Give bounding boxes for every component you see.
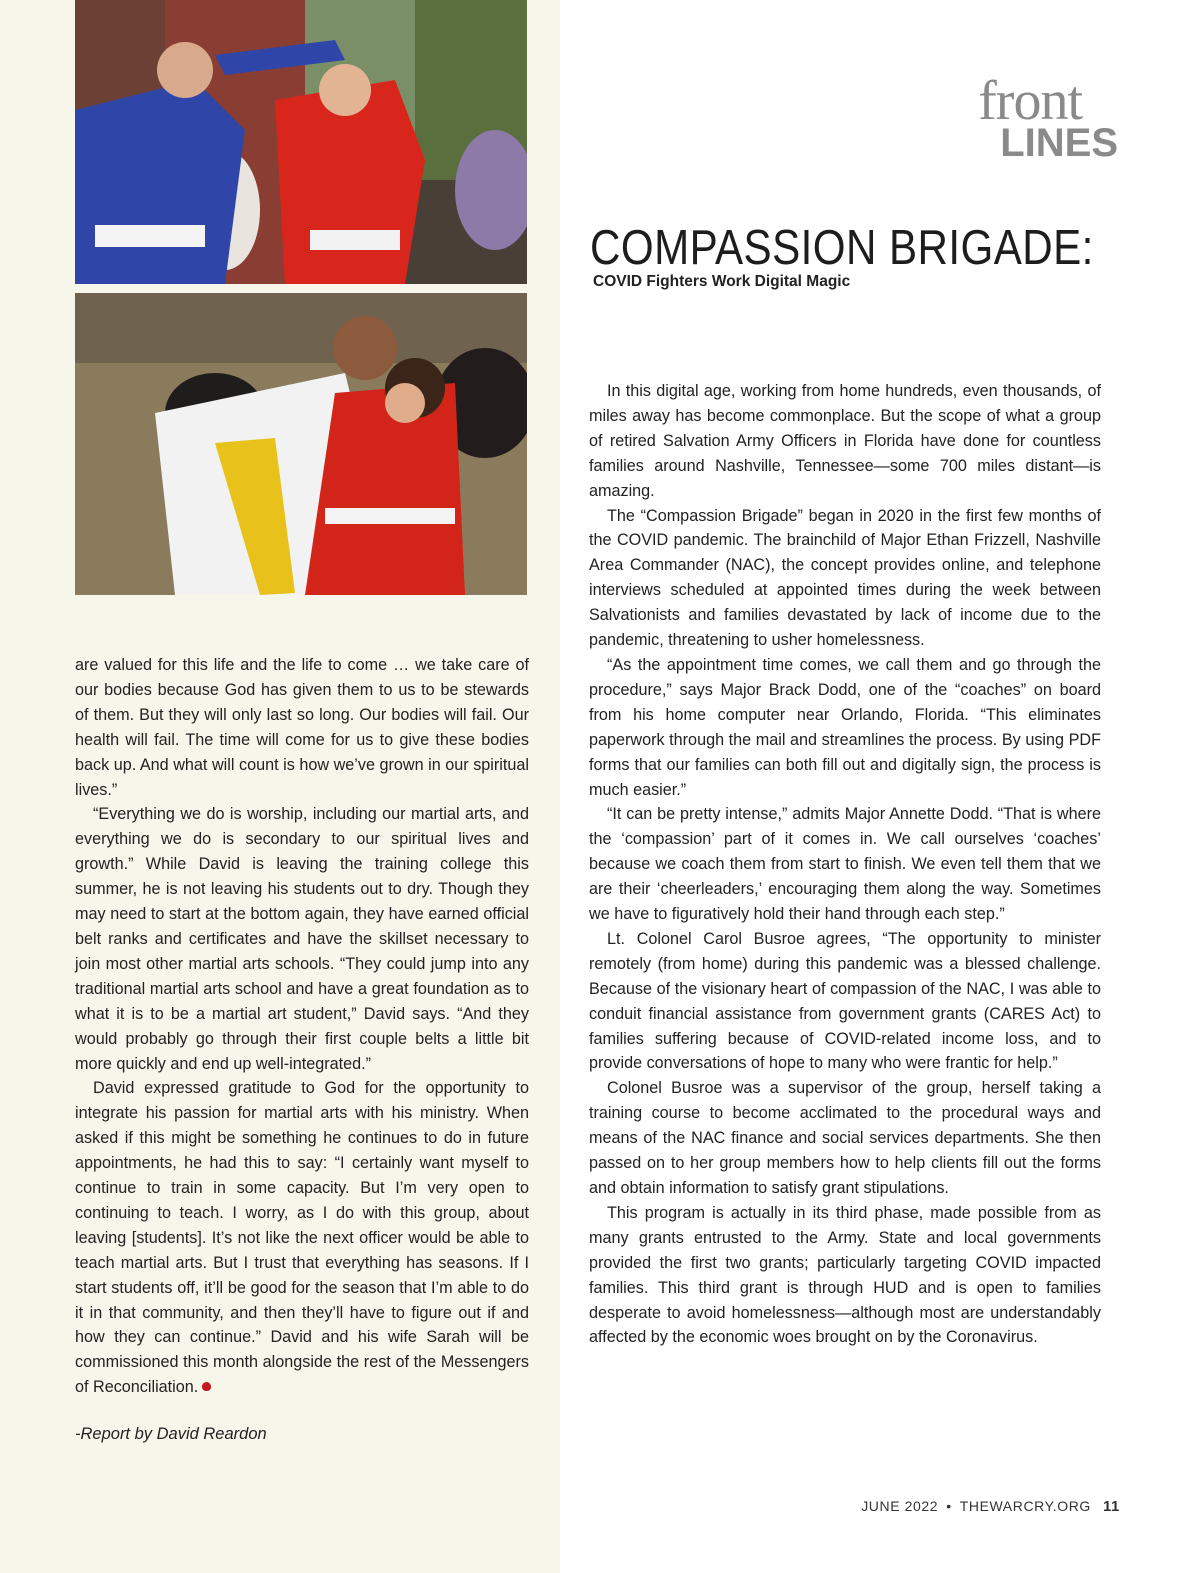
paragraph: Colonel Busroe was a supervisor of the group, herself taking a training course to become acclimated to the procedural ways and means of the NAC finance and social services departments. She then passed on to her group members how to help clients fill out the forms and obtain information to satisfy grant stipulations. — [589, 1079, 1101, 1197]
issue-date: JUNE 2022 — [861, 1498, 939, 1514]
byline: -Report by David Reardon — [75, 1425, 267, 1443]
paragraph: In this digital age, working from home hundreds, even thousands, of miles away has become commonplace. But the scope of what a group of retired Salvation Army Officers in Florida have done for countless families around Nashville, Tennessee—some 700 miles distant—is amazing. — [589, 382, 1101, 500]
paragraph: The “Compassion Brigade” began in 2020 in the first few months of the COVID pandemic. The brainchild of Major Ethan Frizzell, Nashville Area Commander (NAC), the concept provides online, and telephone interviews scheduled at appointed times during the week between Salvationists and families devastated by lack of income due to the pandemic, threatening to usher homelessness. — [589, 506, 1101, 650]
brand-front-text: front — [978, 70, 1082, 132]
paragraph: “Everything we do is worship, including our martial arts, and everything we do is secondary to our spiritual lives and growth.” While David is leaving the training college this summer, he is not leaving his students out to dry. Though they may need to start at the bottom again, they have earned official belt ranks and certificates and have the skillset necessary to join most other martial arts schools. “They could jump into any traditional martial arts school and have a great foundation as to what it is to be a martial art student,” David says. “And they would probably go through their first couple belts a little bit more quickly and end up well-integrated.” — [75, 805, 529, 1073]
shield-end-mark-icon — [202, 1382, 211, 1391]
page-number: 11 — [1102, 1498, 1120, 1515]
website-link[interactable]: THEWARCRY.ORG — [959, 1498, 1091, 1514]
paragraph — [75, 1076, 529, 1400]
paragraph: “It can be pretty intense,” admits Major Annette Dodd. “That is where the ‘compassion’ part of it comes in. We call ourselves ‘coaches’ because we coach them from start to finish. We even tell them that we are their ‘cheerleaders,’ encouraging them along the way. Sometimes we have to figuratively hold their hand through each step.” — [589, 805, 1101, 924]
front-lines-logo — [978, 70, 1118, 165]
right-text-column — [589, 379, 1101, 1350]
left-text-column — [75, 653, 529, 1400]
brand-lines-text: LINES — [1000, 121, 1118, 165]
page-footer — [861, 1498, 1120, 1515]
paragraph: are valued for this life and the life to come … we take care of our bodies because God has given them to us to be stewards of them. But they will only last so long. Our bodies will fail. Our health will fail. The time will come for us to give these bodies back up. And what will count is how we’ve grown in our spiritual lives.” — [75, 656, 529, 799]
article-subtitle: COVID Fighters Work Digital Magic — [593, 273, 851, 290]
martial-arts-children-photo — [75, 293, 527, 595]
footer-separator: • — [946, 1498, 952, 1514]
martial-arts-adults-photo — [75, 0, 527, 284]
paragraph: This program is actually in its third phase, made possible from as many grants entrusted to the Army. State and local governments provided the first two grants; particularly targeting COVID impacted families. This third grant is through HUD and is open to families desperate to avoid homelessness—although most are understandably affected by the economic woes brought on by the Coronavirus. — [589, 1203, 1101, 1347]
paragraph-text: David expressed gratitude to God for the opportunity to integrate his passion for martial arts with his ministry. When asked if this might be something he continues to do in future appointments, he had this to say: “I certainly want myself to continue to train in some capacity. But I’m very open to continuing to teach. I worry, as I do with this group, about leaving [students]. It’s not like the next officer would be able to teach martial arts. But I trust that everything has seasons. If I start students off, it’ll be good for the season that I’m able to do it in that community, and then they’ll have to figure out if and how they can continue.” David and his wife Sarah will be commissioned this month alongside the rest of the Messengers of Reconciliation. — [75, 1079, 529, 1397]
paragraph: “As the appointment time comes, we call them and go through the procedure,” says Major Brack Dodd, one of the “coaches” on board from his home computer near Orlando, Florida. “This eliminates paperwork through the mail and streamlines the process. By using PDF forms that our families can both fill out and digitally sign, the process is much easier.” — [589, 655, 1101, 799]
article-title: COMPASSION BRIGADE: — [590, 221, 1094, 275]
paragraph: Lt. Colonel Carol Busroe agrees, “The opportunity to minister remotely (from home) during this pandemic was a blessed challenge. Because of the visionary heart of compassion of the NAC, I was able to conduit financial assistance from government grants (CARES Act) to families suffering because of COVID-related income loss, and to provide conversations of hope to many who were frantic for help.” — [589, 929, 1101, 1073]
